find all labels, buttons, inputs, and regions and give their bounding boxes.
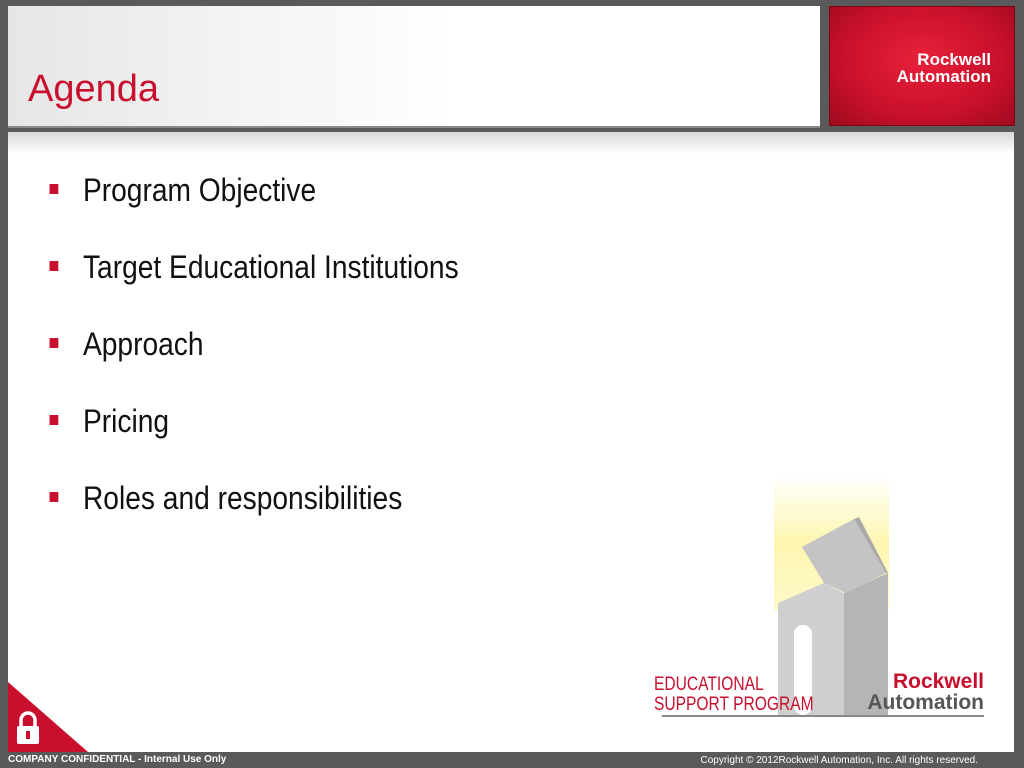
program-brand-line-1: Rockwell [892,670,984,693]
program-line-2: SUPPORT PROGRAM [654,694,814,715]
bullet-text: Pricing [82,403,170,439]
program-line-1: EDUCATIONAL [654,674,764,695]
logo-line-1: Rockwell [917,50,991,69]
bullet-text: Roles and responsibilities [82,480,403,516]
program-logo-divider [662,715,984,717]
program-name [654,675,814,715]
bullet-square-icon [50,415,59,425]
educational-support-program-logo [654,475,984,720]
bullet-text: Program Objective [82,172,317,208]
program-brand [844,671,984,713]
slide-content [8,132,1014,752]
bullet-text: Approach [82,326,204,362]
lock-icon [8,682,88,752]
confidential-notice: COMPANY CONFIDENTIAL - Internal Use Only [8,754,227,765]
copyright-notice: Copyright © 2012Rockwell Automation, Inc. All rights reserved. [700,755,978,766]
bullet-square-icon [50,184,59,194]
bullet-text: Target Educational Institutions [82,249,459,285]
rockwell-logo-text [841,51,991,85]
bullet-square-icon [50,261,59,271]
bullet-square-icon [50,492,59,502]
slide-title: Agenda [28,68,160,110]
bullet-square-icon [50,338,59,348]
rockwell-logo [829,6,1015,126]
logo-line-2: Automation [896,67,991,86]
title-bar [8,6,820,128]
program-brand-line-2: Automation [867,691,984,714]
